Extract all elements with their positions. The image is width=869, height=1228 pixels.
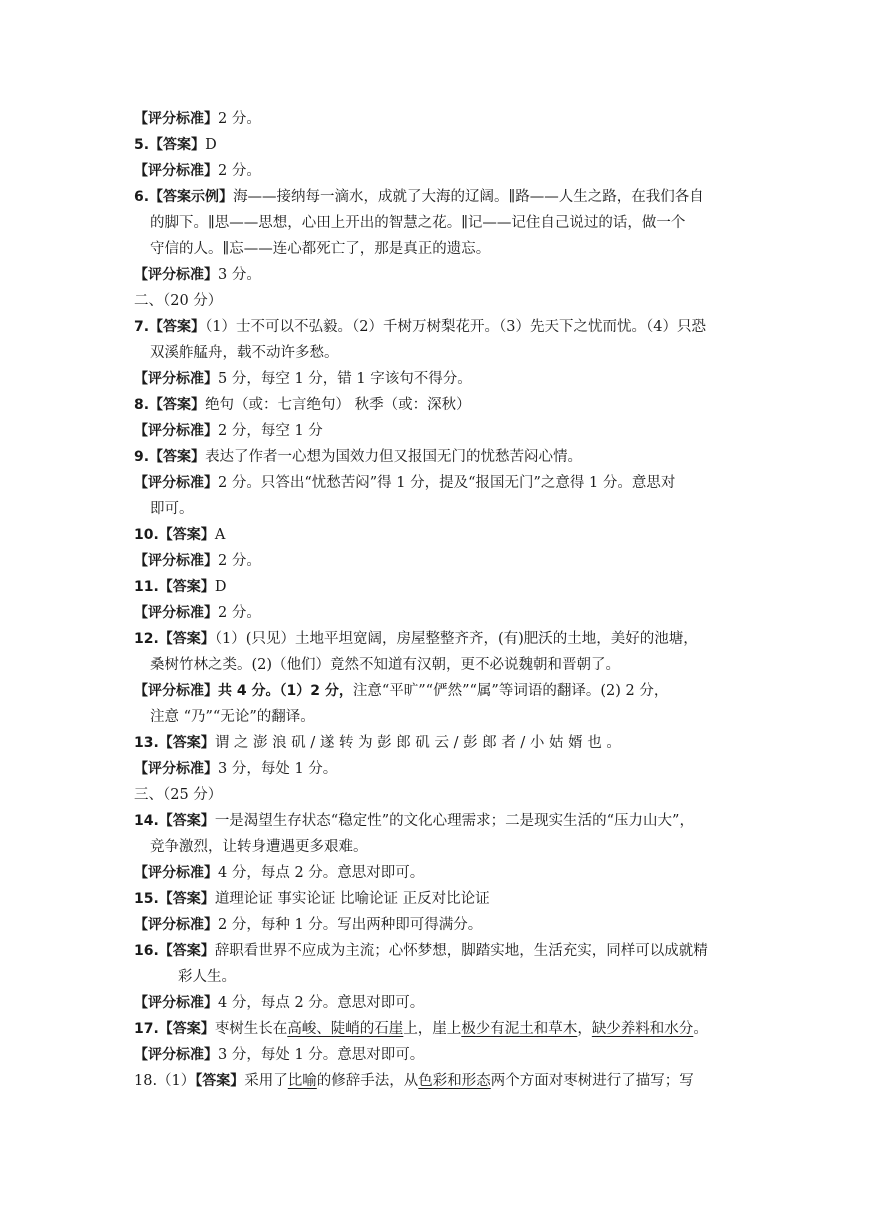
- line-text: 2 分。: [218, 553, 261, 569]
- label-text: 【评分标准】共 4 分。（1）2 分，: [134, 683, 353, 699]
- text-line: [134, 368, 472, 390]
- label-text: 【评分标准】: [134, 371, 218, 387]
- text-line: [134, 758, 337, 780]
- line-text: 一是渴望生存状态“稳定性”的文化心理需求；二是现实生活的“压力山大”，: [214, 813, 694, 829]
- line-text: D: [205, 137, 217, 153]
- line-text: 3 分，每处 1 分。意思对即可。: [218, 1047, 425, 1063]
- line-text: 。: [693, 1021, 708, 1037]
- line-text: 道理论证 事实论证 比喻论证 正反对比论证: [214, 891, 490, 907]
- label-text: 6.【答案示例】: [134, 189, 234, 205]
- text-line: [178, 966, 236, 988]
- text-line: [150, 212, 685, 234]
- text-line: [134, 602, 261, 624]
- text-line: [150, 836, 368, 858]
- label-text: 【评分标准】: [134, 111, 218, 127]
- line-text: 上，崖上: [403, 1021, 462, 1037]
- text-line: [134, 862, 424, 884]
- line-text: D: [214, 579, 227, 595]
- underlined-text: 色彩和形态: [418, 1073, 491, 1089]
- line-text: 桑树竹林之类。(2)（他们）竟然不知道有汉朝，更不必说魏朝和晋朝了。: [150, 657, 621, 673]
- line-text: 谓 之 澎 浪 矶 / 遂 转 为 彭 郎 矶 云 / 彭 郎 者 / 小 姑 婿 也 。: [214, 735, 621, 751]
- line-text: 注意 “乃”“无论”的翻译。: [150, 709, 315, 725]
- text-line: [150, 654, 620, 676]
- line-text: 竞争激烈，让转身遭遇更多艰难。: [150, 839, 368, 855]
- line-text: 5 分，每空 1 分，错 1 字该句不得分。: [218, 371, 472, 387]
- label-text: 8.【答案】: [134, 397, 206, 413]
- underlined-text: 比喻: [287, 1073, 317, 1089]
- label-text: 【评分标准】: [134, 761, 218, 777]
- label-text: 9.【答案】: [134, 449, 206, 465]
- text-line: [134, 394, 471, 416]
- line-text: 2 分。只答出“忧愁苦闷”得 1 分，提及“报国无门”之意得 1 分。意思对: [218, 475, 676, 491]
- label-text: 10.【答案】: [134, 527, 215, 543]
- line-text: 4 分，每点 2 分。意思对即可。: [218, 865, 425, 881]
- line-text: 4 分，每点 2 分。意思对即可。: [218, 995, 425, 1011]
- text-line: [134, 914, 482, 936]
- text-line: [150, 342, 339, 364]
- label-text: 【评分标准】: [134, 865, 218, 881]
- line-text: 彩人生。: [178, 969, 236, 985]
- text-line: [134, 680, 668, 702]
- line-text: 海——接纳每一滴水，成就了大海的辽阔。∥路——人生之路，在我们各自: [233, 189, 704, 205]
- text-line: [134, 472, 675, 494]
- text-line: [134, 810, 694, 832]
- label-text: 11.【答案】: [134, 579, 215, 595]
- label-text: 17.【答案】: [134, 1021, 215, 1037]
- line-text: A: [214, 527, 226, 543]
- text-line: [134, 1070, 694, 1092]
- line-text: 的脚下。∥思——思想，心田上开出的智慧之花。∥记——记住自己说过的话，做一个: [150, 215, 686, 231]
- label-text: 15.【答案】: [134, 891, 215, 907]
- line-text: （1）(只见）土地平坦宽阔，房屋整整齐齐，(有)肥沃的土地，美好的池塘，: [214, 631, 698, 647]
- line-text: 守信的人。∥忘——连心都死亡了，那是真正的遗忘。: [150, 241, 491, 257]
- text-line: [134, 550, 261, 572]
- underlined-text: 高峻、陡峭的石崖: [287, 1021, 404, 1037]
- underlined-text: 缺少养料和水分: [591, 1021, 694, 1037]
- line-text: 三、（25 分）: [134, 787, 223, 803]
- label-text: 12.【答案】: [134, 631, 215, 647]
- text-line: [150, 498, 194, 520]
- label-text: 【评分标准】: [134, 917, 218, 933]
- line-text: 2 分。: [218, 111, 261, 127]
- line-text: 绝句（或：七言绝句） 秋季（或：深秋）: [205, 397, 471, 413]
- label-text: 13.【答案】: [134, 735, 215, 751]
- text-line: [150, 706, 315, 728]
- line-text: 3 分，每处 1 分。: [218, 761, 338, 777]
- line-text: 表达了作者一心想为国效力但又报国无门的忧愁苦闷心情。: [205, 449, 583, 465]
- line-text: 双溪舴艋舟，载不动许多愁。: [150, 345, 339, 361]
- label-text: 【评分标准】: [134, 605, 218, 621]
- line-text: 的修辞手法，从: [316, 1073, 419, 1089]
- line-text: 采用了: [244, 1073, 288, 1089]
- text-line: [150, 238, 490, 260]
- text-line: [134, 628, 698, 650]
- line-text: 2 分，每种 1 分。写出两种即可得满分。: [218, 917, 483, 933]
- label-text: 【评分标准】: [134, 995, 218, 1011]
- line-text: 2 分。: [218, 605, 261, 621]
- label-text: 5.【答案】: [134, 137, 206, 153]
- label-text: 【评分标准】: [134, 1047, 218, 1063]
- text-line: [134, 134, 217, 156]
- line-text: ，: [577, 1021, 592, 1037]
- line-text: 18.（1）: [134, 1073, 196, 1089]
- text-line: [134, 446, 582, 468]
- line-text: 2 分，每空 1 分: [218, 423, 323, 439]
- line-text: 注意“平旷”“俨然”“属”等词语的翻译。(2) 2 分，: [352, 683, 669, 699]
- text-line: [134, 108, 261, 130]
- text-line: [134, 576, 226, 598]
- text-line: [134, 992, 424, 1014]
- text-line: [134, 1018, 708, 1040]
- label-text: 【评分标准】: [134, 423, 218, 439]
- text-line: [134, 420, 323, 442]
- line-text: 枣树生长在: [214, 1021, 288, 1037]
- label-text: 16.【答案】: [134, 943, 215, 959]
- label-text: 【评分标准】: [134, 163, 218, 179]
- line-text: （1）士不可以不弘毅。（2）千树万树梨花开。（3）先天下之忧而忧。（4）只恐: [205, 319, 706, 335]
- text-line: [134, 940, 708, 962]
- text-line: [134, 1044, 424, 1066]
- line-text: 即可。: [150, 501, 194, 517]
- line-text: 3 分。: [218, 267, 261, 283]
- section-heading: [134, 290, 222, 312]
- text-line: [134, 316, 706, 338]
- label-text: 【评分标准】: [134, 553, 218, 569]
- underlined-text: 极少有泥土和草木: [461, 1021, 578, 1037]
- text-line: [134, 888, 490, 910]
- line-text: 2 分。: [218, 163, 261, 179]
- line-text: 辞职看世界不应成为主流；心怀梦想，脚踏实地，生活充实，同样可以成就精: [214, 943, 708, 959]
- text-line: [134, 186, 704, 208]
- text-line: [134, 524, 225, 546]
- line-text: 二、（20 分）: [134, 293, 223, 309]
- text-line: [134, 264, 261, 286]
- label-text: 【评分标准】: [134, 475, 218, 491]
- label-text: 【评分标准】: [134, 267, 218, 283]
- text-line: [134, 732, 621, 754]
- line-text: 两个方面对枣树进行了描写；写: [490, 1073, 694, 1089]
- label-text: 【答案】: [195, 1073, 245, 1089]
- section-heading: [134, 784, 222, 806]
- label-text: 7.【答案】: [134, 319, 206, 335]
- label-text: 14.【答案】: [134, 813, 215, 829]
- text-line: [134, 160, 261, 182]
